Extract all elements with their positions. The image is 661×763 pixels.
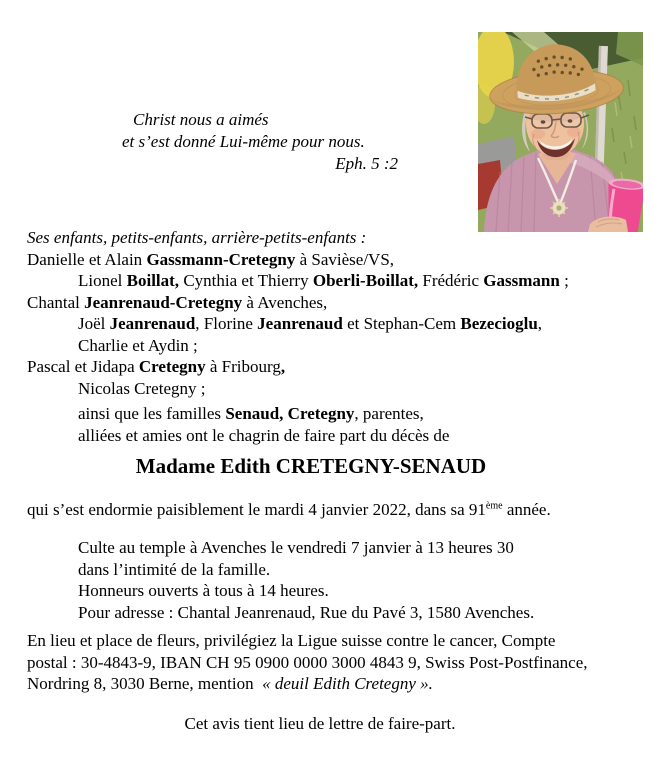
family-name-bold: , <box>280 357 286 376</box>
text-segment: Nordring 8, 3030 Berne, mention <box>27 674 263 693</box>
portrait-photo-graphic <box>478 32 643 232</box>
text-segment: En lieu et place de fleurs, privilégiez la Ligue suisse contre le cancer, Compte <box>27 631 556 650</box>
text-segment: « deuil Edith Cretegny » <box>262 674 429 693</box>
epigraph-lines <box>122 109 400 153</box>
text-segment: à Avenches, <box>242 292 328 312</box>
text-segment: et s’est donné Lui-même pour nous. <box>122 132 365 151</box>
family-name-bold: Bezecioglu <box>460 314 538 333</box>
text-segment: . <box>428 674 433 693</box>
text-line <box>27 630 647 652</box>
text-line <box>27 425 627 447</box>
text-line <box>27 227 627 249</box>
text-segment: Chantal <box>27 292 85 312</box>
epigraph <box>122 109 400 175</box>
text-segment: à Fribourg <box>205 357 281 376</box>
family-name-bold: Gassmann-Cretegny <box>146 249 296 269</box>
text-line <box>27 403 627 425</box>
text-segment: Joël <box>78 314 110 333</box>
text-line <box>27 499 647 521</box>
epigraph-reference: Eph. 5 :2 <box>335 154 398 173</box>
text-segment: ainsi que les familles <box>78 404 226 423</box>
text-line <box>78 559 638 581</box>
text-segment: postal : 30-4843-9, IBAN CH 95 0900 0000 3000 4843 9, Swiss Post-Postfinance, <box>27 652 588 672</box>
portrait-photo <box>478 32 643 232</box>
text-segment: Honneurs ouverts à tous à 14 heures. <box>78 581 329 600</box>
donation-details <box>27 630 647 695</box>
text-line <box>27 249 627 271</box>
text-segment: année. <box>502 500 551 519</box>
text-line <box>78 580 638 602</box>
text-segment: alliées et amies ont le chagrin de faire part du décès de <box>78 425 450 445</box>
text-line <box>27 673 647 695</box>
text-line <box>27 292 627 314</box>
text-segment: et Stephan-Cem <box>342 314 461 333</box>
family-name-bold: Oberli-Boillat, <box>312 271 419 290</box>
text-segment: Frédéric <box>418 271 484 290</box>
text-segment: à Savièse/VS, <box>295 249 395 269</box>
family-name-bold: Jeanrenaud-Cretegny <box>84 292 243 312</box>
text-line <box>78 537 638 559</box>
text-segment: ; <box>559 271 569 290</box>
faire-part-note: Cet avis tient lieu de lettre de faire-part. <box>184 714 456 733</box>
text-line <box>27 356 627 378</box>
text-segment: Culte au temple à Avenches le vendredi 7 janvier à 13 heures 30 <box>78 538 514 557</box>
text-segment: Charlie et Aydin ; <box>78 335 198 355</box>
family-list <box>27 227 627 446</box>
text-segment: Lionel <box>78 271 127 290</box>
text-segment: , Florine <box>195 314 258 333</box>
text-segment: ème <box>485 500 503 512</box>
family-name-bold: Boillat, <box>126 271 180 290</box>
text-segment: qui s’est endormie paisiblement le mardi 4 janvier 2022, dans sa 91 <box>27 500 486 519</box>
text-segment: , parentes, <box>354 404 424 423</box>
text-line <box>27 313 627 335</box>
family-name-bold: Cretegny <box>138 357 206 376</box>
text-line <box>27 335 627 357</box>
text-segment: Pascal et Jidapa <box>27 357 139 376</box>
family-name-bold: Jeanrenaud <box>257 314 343 333</box>
family-name-bold: Gassmann <box>483 271 560 290</box>
text-segment: Cynthia et Thierry <box>179 271 313 290</box>
text-line <box>27 270 627 292</box>
family-name-bold: Senaud, Cretegny <box>225 404 355 423</box>
text-line <box>122 131 400 153</box>
text-segment: dans l’intimité de la famille. <box>78 559 271 579</box>
text-line <box>27 652 647 674</box>
text-line <box>78 602 638 624</box>
text-segment: Pour adresse : Chantal Jeanrenaud, Rue du Pavé 3, 1580 Avenches. <box>78 602 535 622</box>
death-announcement <box>27 499 647 521</box>
text-segment: Nicolas Cretegny ; <box>78 378 206 398</box>
family-name-bold: Jeanrenaud <box>109 314 196 333</box>
service-details <box>78 537 638 623</box>
text-segment: Danielle et Alain <box>27 249 147 269</box>
deceased-name: Madame Edith CRETEGNY-SENAUD <box>135 454 487 478</box>
text-segment: Ses enfants, petits-enfants, arrière-petits-enfants : <box>27 228 367 247</box>
text-line <box>122 109 400 131</box>
text-line <box>27 378 627 400</box>
text-segment: , <box>537 314 543 333</box>
text-segment: Christ nous a aimés <box>133 110 269 129</box>
